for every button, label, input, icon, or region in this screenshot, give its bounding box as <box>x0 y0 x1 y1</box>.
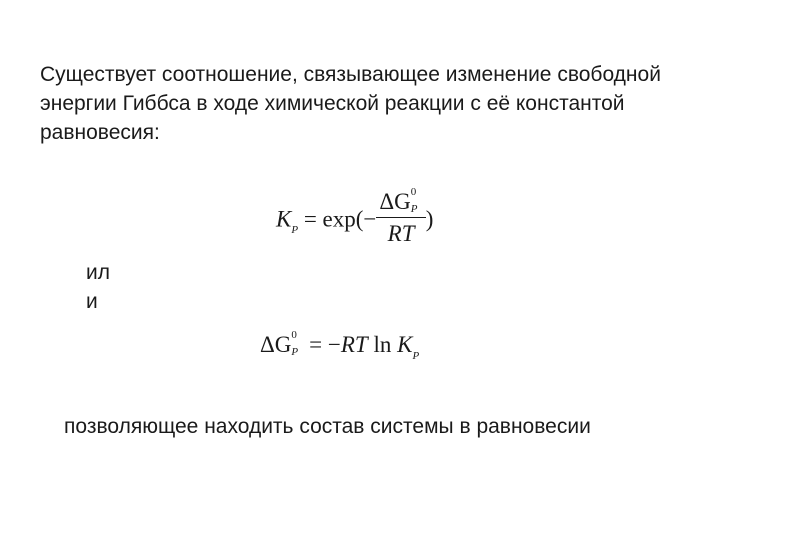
formula1-superscript: 0 <box>410 185 417 198</box>
formula2-indices <box>291 328 303 358</box>
formula1-denominator: RT <box>387 221 415 246</box>
formula1-indices <box>410 185 423 215</box>
formula1-fraction <box>376 185 425 247</box>
formula2-k-subscript: P <box>412 350 420 362</box>
intro-line-1: Существует соотношение, связывающее изменение свободной <box>40 63 661 86</box>
connector-part-1: ил <box>86 261 110 284</box>
formula1-close-paren: ) <box>425 206 434 232</box>
formula1-equals-exp: = exp(− <box>303 206 377 232</box>
formula1-k: K <box>276 206 292 232</box>
formula2-ln: ln <box>373 332 392 357</box>
formula2-rt: RT <box>340 332 368 357</box>
intro-paragraph <box>40 60 720 147</box>
formula2-equals-minus: = − <box>309 332 341 357</box>
intro-line-3: равновесия: <box>40 121 160 144</box>
formula2-k: K <box>397 332 413 357</box>
formula1-subscript: P <box>410 202 418 215</box>
gibbs-energy-formula <box>260 328 420 372</box>
equilibrium-constant-formula <box>276 185 434 262</box>
connector-part-2: и <box>86 290 98 313</box>
formula2-delta-g: ΔG <box>260 332 292 357</box>
outro-text: позволяющее находить состав системы в равновесии <box>64 415 591 438</box>
intro-line-2: энергии Гиббса в ходе химической реакции с её константой <box>40 92 625 115</box>
connector-word <box>86 258 110 316</box>
formula2-superscript: 0 <box>291 328 297 341</box>
formula2-subscript: P <box>291 345 299 358</box>
formula1-numerator <box>376 185 425 218</box>
formula1-k-subscript: P <box>291 224 299 237</box>
formula1-delta-g: ΔG <box>379 189 411 214</box>
